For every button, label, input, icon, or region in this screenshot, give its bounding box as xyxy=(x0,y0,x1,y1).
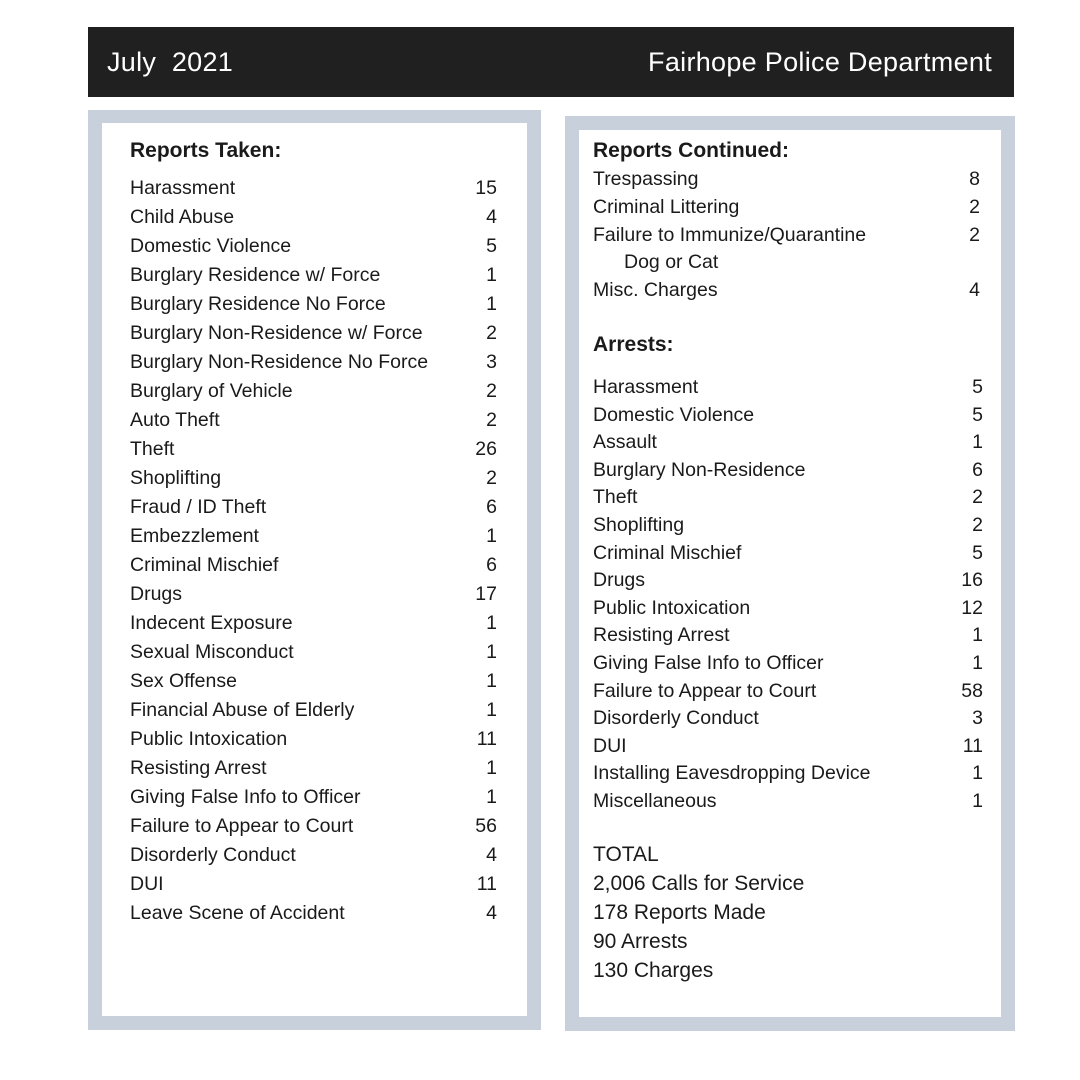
report-taken-row-label: Giving False Info to Officer xyxy=(130,786,361,808)
report-taken-row-label: Sex Offense xyxy=(130,670,237,692)
report-taken-row-count: 3 xyxy=(486,351,497,373)
arrest-row-count: 1 xyxy=(972,431,983,454)
arrest-row xyxy=(593,707,983,735)
report-taken-row-label: Leave Scene of Accident xyxy=(130,902,345,924)
arrest-row xyxy=(593,404,983,432)
arrest-row-label: Giving False Info to Officer xyxy=(593,652,824,674)
report-taken-row-count: 1 xyxy=(486,293,497,315)
arrest-row-count: 5 xyxy=(972,541,983,564)
report-taken-row-count: 4 xyxy=(486,902,497,924)
arrest-row-count: 16 xyxy=(961,569,983,592)
report-taken-row-count: 2 xyxy=(486,322,497,344)
arrest-row xyxy=(593,680,983,708)
header-bar xyxy=(88,27,1014,97)
report-continued-row xyxy=(593,224,980,252)
arrest-row xyxy=(593,569,983,597)
report-taken-row-count: 4 xyxy=(486,844,497,866)
report-taken-row-label: Burglary Residence No Force xyxy=(130,293,386,315)
report-taken-row-label: Harassment xyxy=(130,177,236,199)
report-continued-row-label: Failure to Immunize/Quarantine xyxy=(593,223,867,246)
report-taken-row xyxy=(130,815,497,844)
total-heading: TOTAL xyxy=(593,843,659,866)
arrest-row-label: Harassment xyxy=(593,376,699,398)
arrest-row xyxy=(593,597,983,625)
report-taken-row xyxy=(130,844,497,873)
arrest-row-label: Domestic Violence xyxy=(593,403,755,426)
arrests-heading: Arrests: xyxy=(593,333,674,356)
report-taken-row-count: 6 xyxy=(486,554,497,576)
total-line: 90 Arrests xyxy=(593,930,688,953)
report-continued-row-label: Dog or Cat xyxy=(624,251,719,274)
arrest-row-label: Installing Eavesdropping Device xyxy=(593,762,871,785)
total-line: 2,006 Calls for Service xyxy=(593,872,805,895)
reports-taken-heading: Reports Taken: xyxy=(130,139,282,162)
report-taken-row-count: 6 xyxy=(486,496,497,518)
arrest-row-label: Miscellaneous xyxy=(593,790,717,812)
report-taken-row-label: Fraud / ID Theft xyxy=(130,496,267,518)
arrest-row xyxy=(593,790,983,818)
report-taken-row xyxy=(130,322,497,351)
report-taken-row-count: 1 xyxy=(486,757,497,779)
arrest-row xyxy=(593,542,983,570)
report-continued-row-label: Misc. Charges xyxy=(593,279,718,302)
reports-continued-card xyxy=(579,130,1001,1017)
report-taken-row-label: Burglary Non-Residence No Force xyxy=(130,351,429,373)
arrest-row-label: Disorderly Conduct xyxy=(593,707,759,730)
report-taken-row-label: Domestic Violence xyxy=(130,235,292,257)
report-taken-row-label: Burglary Residence w/ Force xyxy=(130,264,381,286)
arrest-row-label: Failure to Appear to Court xyxy=(593,679,817,702)
report-taken-row xyxy=(130,177,497,206)
arrest-row-count: 3 xyxy=(972,707,983,730)
arrest-row-label: Shoplifting xyxy=(593,514,685,536)
report-taken-row-count: 1 xyxy=(486,670,497,692)
report-taken-row xyxy=(130,293,497,322)
report-taken-row-label: Auto Theft xyxy=(130,409,220,431)
report-taken-row-count: 1 xyxy=(486,699,497,721)
report-taken-row-label: Indecent Exposure xyxy=(130,612,293,634)
report-continued-row-label: Criminal Littering xyxy=(593,195,740,218)
reports-continued-panel xyxy=(565,116,1015,1031)
report-taken-row-label: Burglary of Vehicle xyxy=(130,380,293,402)
arrest-row xyxy=(593,624,983,652)
arrest-row xyxy=(593,431,983,459)
arrest-row-count: 2 xyxy=(972,486,983,509)
report-taken-row-label: Failure to Appear to Court xyxy=(130,815,354,837)
arrest-row-count: 1 xyxy=(972,762,983,785)
report-taken-row xyxy=(130,902,497,931)
report-taken-row-count: 2 xyxy=(486,380,497,402)
department-name: Fairhope Police Department xyxy=(648,46,992,77)
report-taken-row xyxy=(130,786,497,815)
report-taken-row xyxy=(130,873,497,902)
report-taken-row-count: 5 xyxy=(486,235,497,257)
report-date: July 2021 xyxy=(107,46,234,77)
total-line: 130 Charges xyxy=(593,959,714,982)
report-taken-row xyxy=(130,351,497,380)
report-taken-row xyxy=(130,554,497,583)
report-taken-row xyxy=(130,235,497,264)
report-taken-row-count: 2 xyxy=(486,409,497,431)
report-taken-row xyxy=(130,670,497,699)
arrest-row-count: 5 xyxy=(972,403,983,426)
arrest-row-label: DUI xyxy=(593,734,627,757)
report-continued-row-count: 8 xyxy=(969,168,980,190)
arrest-row-count: 1 xyxy=(972,652,983,674)
arrest-row-label: Criminal Mischief xyxy=(593,541,742,564)
report-taken-row-label: Criminal Mischief xyxy=(130,554,279,576)
report-taken-row-count: 11 xyxy=(476,728,497,750)
arrest-row-label: Burglary Non-Residence xyxy=(593,458,806,481)
report-taken-row xyxy=(130,380,497,409)
report-taken-row-label: Burglary Non-Residence w/ Force xyxy=(130,322,423,344)
report-taken-row-count: 1 xyxy=(486,612,497,634)
report-taken-row-label: Embezzlement xyxy=(130,525,259,547)
report-taken-row xyxy=(130,264,497,293)
arrest-row xyxy=(593,735,983,763)
report-taken-row xyxy=(130,757,497,786)
arrest-row xyxy=(593,514,983,542)
report-taken-row-label: Shoplifting xyxy=(130,467,222,489)
arrest-row-label: Resisting Arrest xyxy=(593,624,730,647)
arrest-row-label: Drugs xyxy=(593,569,646,592)
report-taken-row-label: Drugs xyxy=(130,583,183,605)
report-taken-row-count: 26 xyxy=(475,438,497,460)
arrest-row-label: Assault xyxy=(593,431,657,454)
report-taken-row-count: 15 xyxy=(475,177,497,199)
report-taken-row xyxy=(130,612,497,641)
arrest-row-count: 1 xyxy=(972,624,983,647)
report-continued-row-count: 2 xyxy=(969,223,980,246)
arrest-row xyxy=(593,459,983,487)
report-taken-row-count: 1 xyxy=(486,264,497,286)
report-taken-row-count: 1 xyxy=(486,641,497,663)
arrest-row xyxy=(593,376,983,404)
report-continued-row xyxy=(593,279,980,307)
report-taken-row-count: 1 xyxy=(486,786,497,808)
report-taken-row-count: 4 xyxy=(486,206,497,228)
report-taken-row-label: Public Intoxication xyxy=(130,728,288,750)
arrest-row-count: 1 xyxy=(972,790,983,812)
total-line: 178 Reports Made xyxy=(593,901,766,924)
report-continued-row-count: 4 xyxy=(969,279,980,302)
report-taken-row xyxy=(130,206,497,235)
arrest-row-count: 2 xyxy=(972,514,983,536)
report-taken-row-label: Disorderly Conduct xyxy=(130,844,296,866)
report-taken-row-label: Theft xyxy=(130,438,175,460)
report-continued-row xyxy=(593,251,980,279)
report-taken-row xyxy=(130,496,497,525)
arrest-row-count: 58 xyxy=(961,679,983,702)
report-continued-row xyxy=(593,168,980,196)
report-taken-row xyxy=(130,438,497,467)
report-continued-row-label: Trespassing xyxy=(593,168,699,190)
report-taken-row xyxy=(130,525,497,554)
report-taken-row-label: Child Abuse xyxy=(130,206,235,228)
report-taken-row xyxy=(130,699,497,728)
arrest-row xyxy=(593,652,983,680)
arrest-row-label: Public Intoxication xyxy=(593,596,751,619)
report-taken-row xyxy=(130,467,497,496)
reports-taken-panel xyxy=(88,110,541,1030)
arrest-row-count: 6 xyxy=(972,458,983,481)
report-taken-row-count: 1 xyxy=(486,525,497,547)
report-continued-row-count: 2 xyxy=(969,195,980,218)
report-taken-row xyxy=(130,409,497,438)
reports-continued-heading: Reports Continued: xyxy=(593,139,789,162)
report-taken-row-count: 17 xyxy=(475,583,497,605)
report-taken-row-label: Sexual Misconduct xyxy=(130,641,294,663)
arrest-row xyxy=(593,486,983,514)
report-taken-row-count: 11 xyxy=(476,873,497,895)
report-taken-row xyxy=(130,641,497,670)
arrest-row-label: Theft xyxy=(593,486,638,509)
arrest-row-count: 5 xyxy=(972,376,983,398)
arrest-row xyxy=(593,762,983,790)
report-taken-row-label: Resisting Arrest xyxy=(130,757,267,779)
report-taken-row-count: 56 xyxy=(475,815,497,837)
report-taken-row xyxy=(130,728,497,757)
report-taken-row-label: DUI xyxy=(130,873,164,895)
arrest-row-count: 11 xyxy=(962,734,983,757)
report-taken-row xyxy=(130,583,497,612)
report-taken-row-count: 2 xyxy=(486,467,497,489)
report-taken-row-label: Financial Abuse of Elderly xyxy=(130,699,355,721)
report-continued-row xyxy=(593,196,980,224)
reports-taken-card xyxy=(102,123,527,1016)
arrest-row-count: 12 xyxy=(961,596,983,619)
